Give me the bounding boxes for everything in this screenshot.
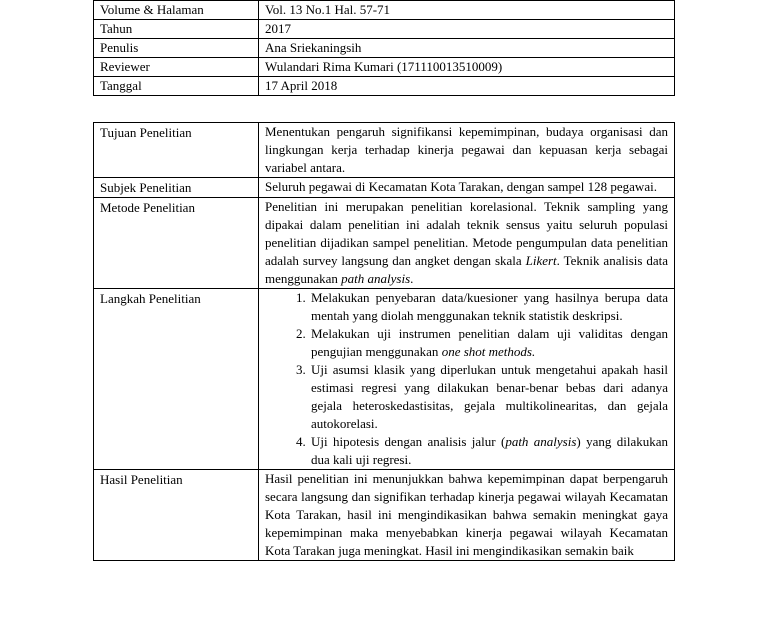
meta-label: Tahun — [94, 20, 259, 39]
metode-text: Penelitian ini merupakan penelitian korelasional. Teknik sampling yang dipakai dalam penelitian ini adalah teknik sensus yaitu seluruh populasi penelitian dijadikan sampel penelitian. Metode pengumpulan data penelitian adalah survey langsung dan angket dengan skala — [265, 199, 668, 268]
meta-value: 2017 — [259, 20, 675, 39]
table-row — [94, 289, 675, 470]
meta-label: Volume & Halaman — [94, 1, 259, 20]
meta-label: Tanggal — [94, 77, 259, 96]
meta-value: Vol. 13 No.1 Hal. 57-71 — [259, 1, 675, 20]
step-text: ) yang dilakukan dua kali uji regresi. — [311, 434, 668, 467]
hasil-value: Hasil penelitian ini menunjukkan bahwa kepemimpinan dapat berpengaruh secara langsung dan signifikan terhadap kinerja pegawai wilayah Kecamatan Kota Tarakan, hasil ini mengindikasikan bahwa semakin meningkat gaya kepemimpinan maka menyebabkan kinerja pegawai wilayah Kecamatan Kota Tarakan juga meningkat. Hasil ini mengindikasikan semakin baik — [259, 470, 675, 561]
table-row — [94, 470, 675, 561]
step-italic: one shot methods. — [441, 344, 536, 359]
langkah-value — [259, 289, 675, 470]
meta-value: 17 April 2018 — [259, 77, 675, 96]
list-item — [309, 433, 668, 469]
table-row — [94, 178, 675, 198]
subjek-value: Seluruh pegawai di Kecamatan Kota Tarakan, dengan sampel 128 pegawai. — [259, 178, 675, 198]
table-row — [94, 39, 675, 58]
table-row — [94, 198, 675, 289]
step-text: Melakukan penyebaran data/kuesioner yang hasilnya berupa data mentah yang diolah menggunakan teknik statistik deskripsi. — [311, 290, 668, 323]
meta-label: Penulis — [94, 39, 259, 58]
metode-text: . — [410, 271, 414, 286]
step-text: Uji hipotesis dengan analisis jalur ( — [311, 434, 506, 449]
metode-likert: Likert — [525, 253, 557, 268]
meta-value: Wulandari Rima Kumari (171110013510009) — [259, 58, 675, 77]
langkah-list — [265, 289, 668, 469]
langkah-label: Langkah Penelitian — [94, 289, 259, 470]
tujuan-label: Tujuan Penelitian — [94, 123, 259, 178]
metode-path-analysis: path analysis — [341, 271, 411, 286]
list-item — [309, 289, 668, 325]
table-row — [94, 58, 675, 77]
metadata-table — [93, 0, 675, 96]
table-row — [94, 20, 675, 39]
step-text: Melakukan uji instrumen penelitian dalam uji validitas dengan pengujian menggunakan — [311, 326, 668, 359]
hasil-label: Hasil Penelitian — [94, 470, 259, 561]
table-row — [94, 77, 675, 96]
list-item — [309, 361, 668, 433]
list-item — [309, 325, 668, 361]
subjek-label: Subjek Penelitian — [94, 178, 259, 198]
meta-value: Ana Sriekaningsih — [259, 39, 675, 58]
table-row — [94, 1, 675, 20]
metode-label: Metode Penelitian — [94, 198, 259, 289]
step-text: Uji asumsi klasik yang diperlukan untuk mengetahui apakah hasil estimasi regresi yang dilakukan benar-benar bebas dari adanya gejala heteroskedastisitas, gejala multikolinearitas, dan gejala autokorelasi. — [311, 362, 668, 431]
step-italic: path analysis — [505, 434, 577, 449]
research-summary-table — [93, 122, 675, 561]
tujuan-value: Menentukan pengaruh signifikansi kepemimpinan, budaya organisasi dan lingkungan kerja terhadap kinerja pegawai dan kepuasan kerja sebagai variabel antara. — [259, 123, 675, 178]
meta-label: Reviewer — [94, 58, 259, 77]
metode-text: . Teknik analisis data menggunakan — [265, 253, 668, 286]
metode-value — [259, 198, 675, 289]
table-row — [94, 123, 675, 178]
